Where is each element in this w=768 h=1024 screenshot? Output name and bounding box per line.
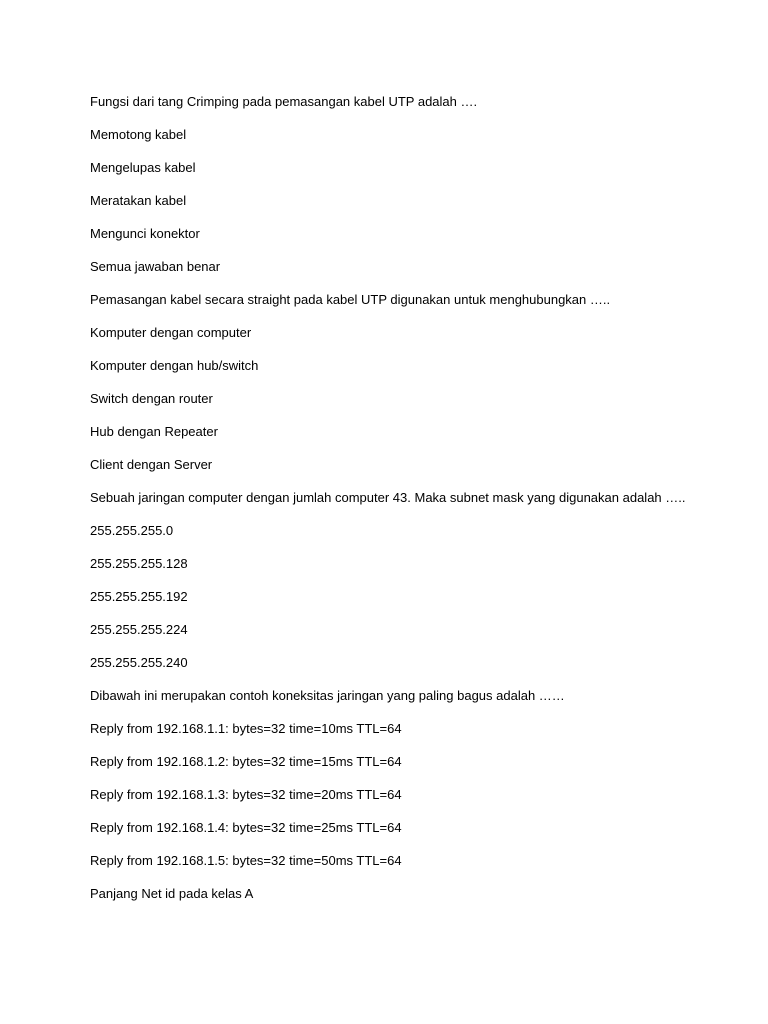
- question-4-option-b: Reply from 192.168.1.2: bytes=32 time=15ms TTL=64: [90, 754, 402, 769]
- question-2-option-d: Hub dengan Repeater: [90, 424, 218, 439]
- question-5: Panjang Net id pada kelas A: [90, 886, 254, 901]
- question-1: Fungsi dari tang Crimping pada pemasangan kabel UTP adalah ….: [90, 94, 478, 109]
- question-4-option-e: Reply from 192.168.1.5: bytes=32 time=50ms TTL=64: [90, 853, 402, 868]
- question-4: Dibawah ini merupakan contoh koneksitas jaringan yang paling bagus adalah ……: [90, 688, 565, 703]
- question-1-option-e: Semua jawaban benar: [90, 259, 221, 274]
- question-3-option-c: 255.255.255.192: [90, 589, 188, 604]
- question-2: Pemasangan kabel secara straight pada kabel UTP digunakan untuk menghubungkan …..: [90, 292, 611, 307]
- question-1-option-b: Mengelupas kabel: [90, 160, 196, 175]
- question-4-option-c: Reply from 192.168.1.3: bytes=32 time=20ms TTL=64: [90, 787, 402, 802]
- question-3-option-b: 255.255.255.128: [90, 556, 188, 571]
- question-3-option-d: 255.255.255.224: [90, 622, 188, 637]
- document-body: [90, 92, 730, 917]
- question-3-option-a: 255.255.255.0: [90, 523, 174, 538]
- question-1-option-c: Meratakan kabel: [90, 193, 187, 208]
- question-4-option-d: Reply from 192.168.1.4: bytes=32 time=25ms TTL=64: [90, 820, 402, 835]
- question-2-option-e: Client dengan Server: [90, 457, 213, 472]
- question-3-option-e: 255.255.255.240: [90, 655, 188, 670]
- question-1-option-d: Mengunci konektor: [90, 226, 200, 241]
- question-3: Sebuah jaringan computer dengan jumlah computer 43. Maka subnet mask yang digunakan adalah …..: [90, 490, 686, 505]
- question-2-option-a: Komputer dengan computer: [90, 325, 252, 340]
- question-4-option-a: Reply from 192.168.1.1: bytes=32 time=10ms TTL=64: [90, 721, 402, 736]
- question-2-option-c: Switch dengan router: [90, 391, 213, 406]
- question-1-option-a: Memotong kabel: [90, 127, 187, 142]
- question-2-option-b: Komputer dengan hub/switch: [90, 358, 259, 373]
